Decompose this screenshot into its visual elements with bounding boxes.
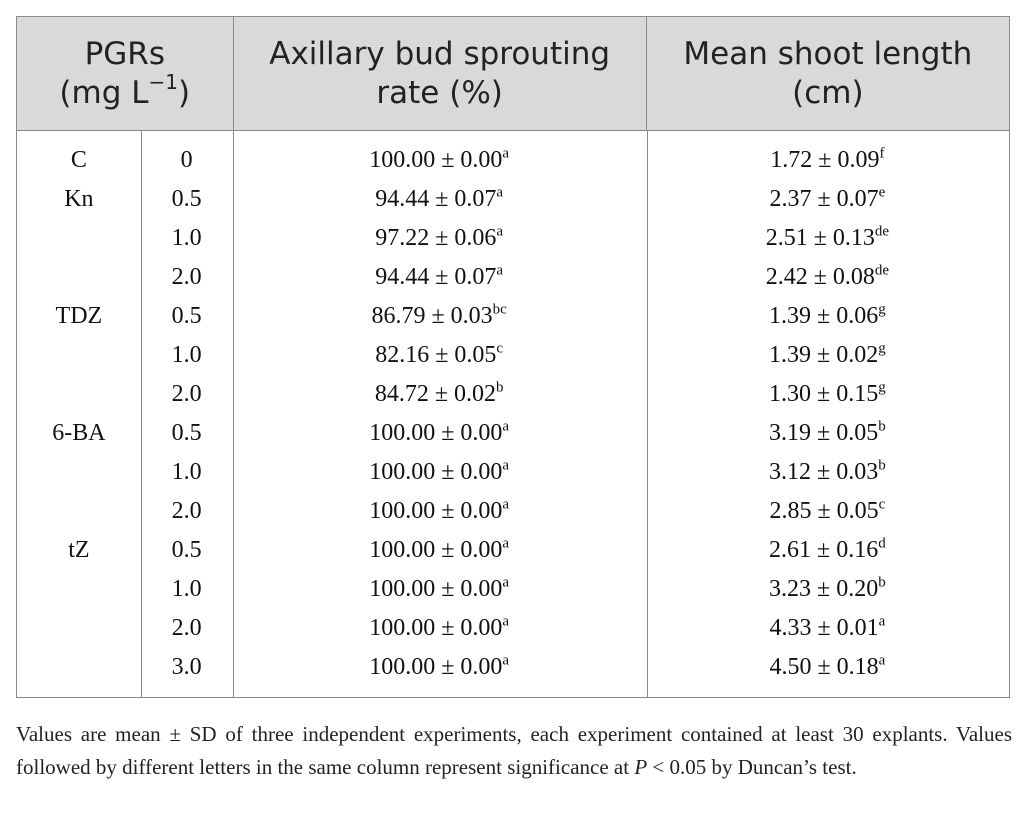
significance-letter: a (502, 457, 510, 474)
table-row (17, 648, 1009, 687)
pgr-cell: tZ (68, 537, 90, 563)
shoot-length-cell: 2.85 ± 0.05$^c$ (769, 496, 886, 524)
sprouting-rate-cell: 86.79 ± 0.03$^{bc}$ (371, 301, 507, 329)
sprouting-rate-cell: 100.00 ± 0.00$^a$ (369, 145, 510, 173)
shoot-length-cell: 3.12 ± 0.03$^b$ (769, 457, 886, 485)
shoot-length-cell: 2.61 ± 0.16$^d$ (769, 535, 886, 563)
sprouting-rate-cell: 100.00 ± 0.00$^a$ (369, 418, 510, 446)
shoot-length-cell: 1.39 ± 0.02$^g$ (769, 340, 886, 368)
header-shoot-length: Mean shoot length (cm) (646, 17, 1009, 130)
sprouting-rate-cell: 100.00 ± 0.00$^a$ (369, 457, 510, 485)
significance-letter: c (496, 340, 504, 357)
shoot-length-cell: 2.51 ± 0.13de (765, 223, 890, 251)
sprouting-rate-cell: 100.00 ± 0.00$^a$ (369, 574, 510, 602)
column-divider (141, 131, 142, 697)
significance-letter: a (878, 652, 886, 669)
table-row (17, 180, 1009, 219)
significance-letter: b (878, 574, 886, 591)
sprouting-rate-cell: 100.00 ± 0.00$^a$ (369, 535, 510, 563)
shoot-length-cell: 1.39 ± 0.06$^g$ (769, 301, 886, 329)
concentration-cell: 1.0 (171, 342, 202, 368)
concentration-cell: 0 (180, 147, 193, 173)
significance-letter: a (502, 418, 510, 435)
table-row (17, 219, 1009, 258)
shoot-length-cell: 1.72 ± 0.09$^f$ (770, 145, 885, 173)
shoot-length-cell: 4.33 ± 0.01$^a$ (769, 613, 886, 641)
concentration-cell: 2.0 (171, 498, 202, 524)
table-row (17, 336, 1009, 375)
sprouting-rate-cell: 97.22 ± 0.06$^a$ (375, 223, 504, 251)
sprouting-rate-cell: 84.72 ± 0.02$^b$ (374, 379, 504, 407)
shoot-length-cell: 2.42 ± 0.08de (765, 262, 890, 290)
table-footnote: Values are mean ± SD of three independent experiments, each experiment contained at least 30 explants. Values followed by different letters in the same column represent significance at P < 0.05 by Duncan’s test. (16, 722, 1012, 779)
concentration-cell: 2.0 (171, 381, 202, 407)
sprouting-rate-cell: 94.44 ± 0.07$^a$ (375, 262, 504, 290)
concentration-cell: 3.0 (171, 654, 202, 680)
significance-letter: b (878, 418, 886, 435)
pgr-cell: Kn (64, 186, 94, 212)
sprouting-rate-cell: 82.16 ± 0.05$^c$ (375, 340, 504, 368)
table-row (17, 453, 1009, 492)
significance-letter: de (874, 262, 890, 279)
significance-letter: a (878, 613, 886, 630)
significance-letter: d (878, 535, 886, 552)
pgr-cell: TDZ (55, 303, 103, 329)
header-pgrs: PGRs (mg $L^{-1}$) (59, 35, 191, 111)
significance-letter: bc (492, 301, 507, 318)
table-row (17, 297, 1009, 336)
concentration-cell: 0.5 (171, 420, 202, 446)
header-sprouting-rate: Axillary bud sprouting rate (%) (233, 17, 646, 130)
concentration-cell: 0.5 (171, 303, 202, 329)
pgr-cell: C (70, 147, 87, 173)
table-row (17, 258, 1009, 297)
table-row (17, 414, 1009, 453)
concentration-cell: 2.0 (171, 615, 202, 641)
significance-letter: c (878, 496, 886, 513)
concentration-cell: 1.0 (171, 576, 202, 602)
concentration-cell: 0.5 (171, 537, 202, 563)
significance-letter: b (495, 379, 504, 396)
table-row (17, 570, 1009, 609)
sprouting-rate-cell: 100.00 ± 0.00$^a$ (369, 652, 510, 680)
shoot-length-cell: 3.23 ± 0.20$^b$ (769, 574, 886, 602)
significance-letter: f (879, 145, 885, 162)
significance-letter: a (496, 184, 504, 201)
concentration-cell: 2.0 (171, 264, 202, 290)
results-table (16, 16, 1010, 698)
sprouting-rate-cell: 100.00 ± 0.00$^a$ (369, 613, 510, 641)
significance-letter: b (878, 457, 886, 474)
significance-letter: a (496, 223, 504, 240)
sprouting-rate-cell: 94.44 ± 0.07$^a$ (375, 184, 504, 212)
table-row (17, 609, 1009, 648)
significance-letter: de (874, 223, 890, 240)
sprouting-rate-cell: 100.00 ± 0.00$^a$ (369, 496, 510, 524)
pgr-cell: 6-BA (52, 420, 106, 446)
shoot-length-cell: 4.50 ± 0.18$^a$ (769, 652, 886, 680)
significance-letter: e (878, 184, 886, 201)
shoot-length-cell: 2.37 ± 0.07$^e$ (769, 184, 886, 212)
significance-letter: a (502, 652, 510, 669)
significance-letter: g (878, 379, 886, 396)
significance-letter: a (496, 262, 504, 279)
table-header (17, 17, 1009, 131)
table-row (17, 375, 1009, 414)
shoot-length-cell: 3.19 ± 0.05$^b$ (769, 418, 886, 446)
concentration-cell: 0.5 (171, 186, 202, 212)
table-body (17, 131, 1009, 697)
significance-letter: g (878, 340, 886, 357)
shoot-length-cell: 1.30 ± 0.15$^g$ (769, 379, 886, 407)
significance-letter: a (502, 145, 510, 162)
concentration-cell: 1.0 (171, 225, 202, 251)
column-divider (233, 131, 234, 697)
significance-letter: a (502, 535, 510, 552)
column-divider (647, 131, 648, 697)
significance-letter: a (502, 574, 510, 591)
significance-letter: a (502, 613, 510, 630)
table-row (17, 492, 1009, 531)
significance-letter: g (878, 301, 886, 318)
table-row (17, 141, 1009, 180)
concentration-cell: 1.0 (171, 459, 202, 485)
table-row (17, 531, 1009, 570)
significance-letter: a (502, 496, 510, 513)
